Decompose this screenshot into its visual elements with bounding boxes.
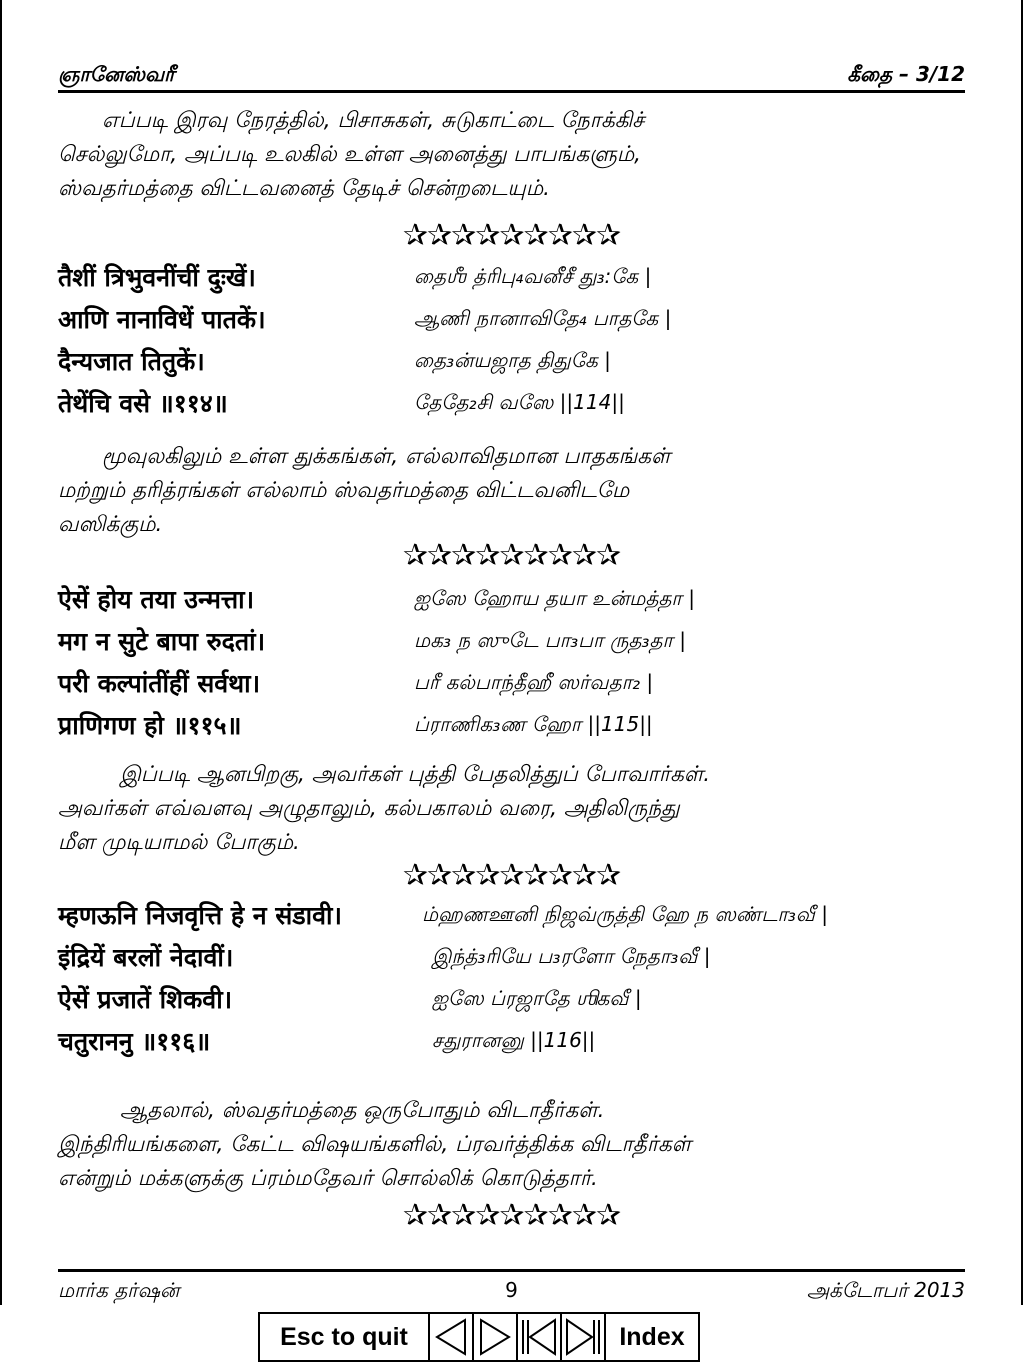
paragraph-line: எப்படி இரவு நேரத்தில், பிசாசுகள், சுடுகாட்டை நோக்கிச் [102, 108, 645, 133]
verse-line [58, 386, 978, 428]
paragraph-2 [58, 440, 966, 542]
verse-line [58, 898, 978, 940]
triangle-right-icon [478, 1318, 512, 1356]
page-frame-left [0, 0, 2, 1305]
paragraph-line: மூவுலகிலும் உள்ள துக்கங்கள், எல்லாவிதமான பாதகங்கள் [102, 444, 671, 469]
skip-first-icon [520, 1318, 558, 1356]
verse-line [58, 624, 978, 666]
devanagari-text: म्हणऊनि निजवृत्ति हे न संडावी। [58, 901, 342, 930]
star-divider: ✰✰✰✰✰✰✰✰✰ [402, 538, 621, 573]
paragraph-line: இந்திரியங்களை, கேட்ட விஷயங்களில், ப்ரவர்த்திக்க விடாதீர்கள் [58, 1132, 692, 1157]
paragraph-line: மற்றும் தரித்ரங்கள் எல்லாம் ஸ்வதர்மத்தை விட்டவனிடமே [58, 478, 630, 503]
devanagari-text: तेथेंचि वसे ॥११४॥ [58, 389, 228, 418]
verse-line [58, 1024, 978, 1066]
triangle-left-icon [434, 1318, 468, 1356]
last-page-button[interactable] [560, 1312, 606, 1362]
tamil-transliteration: மக₃ ந ஸுடே பா₃பா ருத₃தா | [414, 628, 686, 652]
paragraph-line: வஸிக்கும். [58, 512, 163, 537]
verse-line [58, 708, 978, 750]
navigation-bar [258, 1312, 700, 1362]
previous-page-button[interactable] [428, 1312, 474, 1362]
verse-line [58, 582, 978, 624]
paragraph-1 [58, 104, 966, 206]
devanagari-text: प्राणिगण हो ॥११५॥ [58, 711, 242, 740]
star-divider: ✰✰✰✰✰✰✰✰✰ [402, 858, 621, 893]
verse-114 [58, 260, 978, 428]
verse-116 [58, 898, 978, 1066]
star-divider: ✰✰✰✰✰✰✰✰✰ [402, 1198, 621, 1233]
tamil-transliteration: பரீ கல்பாந்தீஹீ ஸர்வதா₂ | [414, 670, 654, 694]
paragraph-line: இப்படி ஆனபிறகு, அவர்கள் புத்தி பேதலித்துப் போவார்கள். [120, 762, 711, 787]
devanagari-text: आणि नानाविधें पातकें। [58, 305, 266, 334]
page-header [58, 62, 965, 90]
verse-line [58, 260, 978, 302]
footer-issue-date: அக்டோபர் 2013 [806, 1278, 965, 1302]
tamil-transliteration: தைஶீ த்ரிபு₄வனீசீ து₃:கே | [414, 264, 652, 288]
tamil-transliteration: ஐஸே ஹோய தயா உன்மத்தா | [414, 586, 695, 610]
star-divider: ✰✰✰✰✰✰✰✰✰ [402, 218, 621, 253]
devanagari-text: ऐसें होय तया उन्मत्ता। [58, 585, 255, 614]
verse-line [58, 666, 978, 708]
devanagari-text: इंद्रियें बरलों नेदावीं। [58, 943, 234, 972]
header-rule [58, 90, 965, 93]
header-book-title: ஞானேஸ்வரீ [58, 62, 175, 86]
paragraph-3 [58, 758, 966, 860]
index-button[interactable]: Index [604, 1312, 700, 1362]
devanagari-text: मग न सुटे बापा रुदतां। [58, 627, 266, 656]
skip-last-icon [564, 1318, 602, 1356]
verse-line [58, 982, 978, 1024]
footer-magazine-name: மார்க தர்ஷன் [58, 1278, 180, 1302]
devanagari-text: चतुराननु ॥११६॥ [58, 1027, 211, 1056]
paragraph-line: என்றும் மக்களுக்கு ப்ரம்மதேவர் சொல்லிக் கொடுத்தார். [58, 1166, 598, 1191]
page-number: 9 [505, 1278, 518, 1302]
tamil-transliteration: தேதே₂சி வஸே ||114|| [414, 390, 625, 414]
tamil-transliteration: ஆணி நானாவிதே₄ பாதகே | [414, 306, 672, 330]
verse-115 [58, 582, 978, 750]
tamil-transliteration: இந்த்₃ரியே ப₃ரளோ நேதா₃வீ | [432, 944, 711, 968]
header-chapter: கீதை – 3/12 [847, 62, 965, 86]
verse-line [58, 302, 978, 344]
paragraph-line: ஸ்வதர்மத்தை விட்டவனைத் தேடிச் சென்றடையும். [58, 176, 550, 201]
devanagari-text: परी कल्पांतींहीं सर्वथा। [58, 669, 261, 698]
devanagari-text: तैशीं त्रिभुवनींचीं दुःखें। [58, 263, 256, 292]
paragraph-line: அவர்கள் எவ்வளவு அழுதாலும், கல்பகாலம் வரை, அதிலிருந்து [58, 796, 680, 821]
page-footer [58, 1278, 965, 1306]
footer-rule [58, 1269, 965, 1272]
paragraph-line: மீள முடியாமல் போகும். [58, 830, 300, 855]
tamil-transliteration: ஐஸே ப்ரஜாதே ஶிகவீ | [432, 986, 642, 1010]
esc-to-quit-button[interactable]: Esc to quit [258, 1312, 430, 1362]
next-page-button[interactable] [472, 1312, 518, 1362]
first-page-button[interactable] [516, 1312, 562, 1362]
paragraph-line: ஆதலால், ஸ்வதர்மத்தை ஒருபோதும் விடாதீர்கள். [120, 1098, 605, 1123]
tamil-transliteration: சதுரானனு ||116|| [432, 1028, 596, 1052]
verse-line [58, 940, 978, 982]
paragraph-4 [58, 1094, 966, 1196]
devanagari-text: ऐसें प्रजातें शिकवी। [58, 985, 233, 1014]
tamil-transliteration: தை₃ன்யஜாத திதுகே | [414, 348, 611, 372]
verse-line [58, 344, 978, 386]
devanagari-text: दैन्यजात तितुकें। [58, 347, 205, 376]
tamil-transliteration: ப்ராணிக₃ண ஹோ ||115|| [414, 712, 653, 736]
paragraph-line: செல்லுமோ, அப்படி உலகில் உள்ள அனைத்து பாபங்களும், [58, 142, 641, 167]
tamil-transliteration: ம்ஹணஊனி நிஜவ்ருத்தி ஹே ந ஸண்டா₃வீ | [422, 902, 829, 926]
